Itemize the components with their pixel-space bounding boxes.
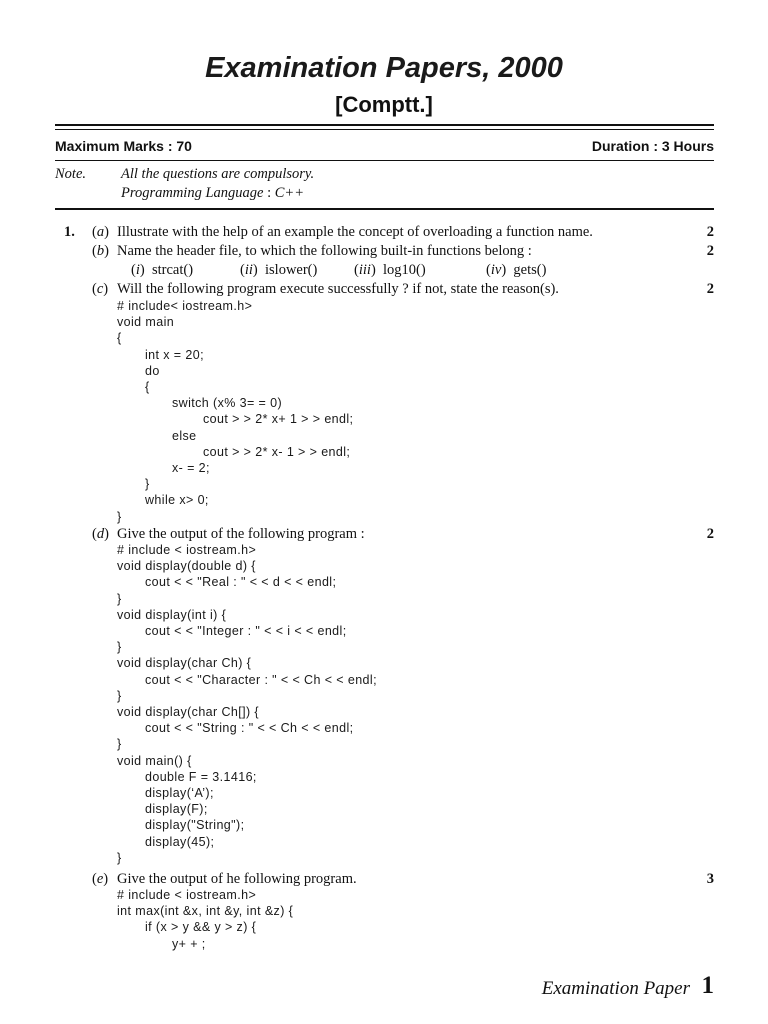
part-c-marks: 2 — [706, 281, 714, 297]
part-b-label: (b) — [92, 243, 109, 259]
note-language-value: C++ — [274, 185, 304, 201]
code-line: cout > > 2* x+ 1 > > endl; — [203, 412, 354, 427]
code-line: # include< iostream.h> — [117, 299, 253, 313]
code-line: void display(int i) { — [117, 607, 227, 622]
note-language-label: Programming Language — [121, 185, 264, 201]
code-line: } — [117, 509, 122, 524]
page-number: 1 — [701, 972, 714, 999]
code-line: if (x > y && y > z) { — [145, 920, 257, 935]
code-line: cout < < "String : " < < Ch < < endl; — [145, 721, 354, 736]
top-rule — [55, 124, 714, 126]
part-e-text: Give the output of he following program. — [117, 871, 357, 887]
part-b-marks: 2 — [706, 243, 714, 259]
code-line: int x = 20; — [145, 347, 204, 362]
code-line: x- = 2; — [172, 461, 210, 475]
code-line: void main() { — [117, 753, 192, 768]
note-label: Note. — [55, 166, 87, 182]
code-line: # include < iostream.h> — [117, 888, 257, 902]
part-e-marks: 3 — [706, 871, 714, 887]
code-line: cout < < "Integer : " < < i < < endl; — [145, 624, 347, 638]
code-line: do — [145, 363, 160, 378]
page-subtitle: [Comptt.] — [335, 92, 433, 117]
code-line: } — [117, 850, 122, 865]
code-line: void display(char Ch[]) { — [117, 705, 260, 719]
footer-label: Examination Paper — [541, 978, 690, 999]
code-line: int max(int &x, int &y, int &z) { — [117, 904, 294, 919]
part-b-text: Name the header file, to which the following built-in functions belong : — [117, 243, 532, 259]
part-c-label: (c) — [92, 281, 109, 297]
function-item: (i) strcat() — [131, 262, 194, 278]
code-line: display(‘A’); — [145, 786, 214, 800]
code-line: cout < < "Real : " < < d < < endl; — [145, 575, 337, 590]
question-number: 1. — [64, 224, 75, 240]
part-d-text: Give the output of the following program : — [117, 526, 365, 542]
code-line: display("String"); — [145, 818, 245, 833]
code-line: y+ + ; — [172, 936, 206, 951]
max-marks: Maximum Marks : 70 — [55, 138, 192, 154]
code-line: } — [117, 737, 122, 752]
note-rule — [55, 208, 714, 210]
function-item: (iv) gets() — [486, 262, 547, 278]
function-item: (iii) log10() — [354, 262, 426, 278]
code-line: cout < < "Character : " < < Ch < < endl; — [145, 672, 377, 687]
note-line-1: All the questions are compulsory. — [121, 166, 315, 182]
part-c-text: Will the following program execute successfully ? if not, state the reason(s). — [117, 281, 559, 297]
code-line: void main — [117, 315, 175, 330]
part-d-label: (d) — [92, 526, 109, 542]
code-line: } — [117, 688, 122, 703]
part-a-marks: 2 — [706, 224, 714, 240]
code-line: } — [117, 591, 122, 606]
meta-rule — [55, 160, 714, 161]
part-a-text: Illustrate with the help of an example the concept of overloading a function name. — [117, 224, 593, 240]
part-e-label: (e) — [92, 871, 109, 887]
code-line: void display(double d) { — [117, 559, 256, 574]
note-line-2 — [121, 185, 304, 202]
code-line: { — [117, 331, 122, 346]
code-line: cout > > 2* x- 1 > > endl; — [203, 444, 351, 459]
code-line: while x> 0; — [145, 493, 209, 508]
code-line: double F = 3.1416; — [145, 769, 257, 784]
code-line: } — [117, 640, 122, 655]
note-separator: : — [263, 185, 275, 201]
function-item: (ii) islower() — [240, 262, 318, 278]
duration: Duration : 3 Hours — [591, 138, 714, 154]
top-rule-thin — [55, 129, 714, 130]
page-title: Examination Papers, 2000 — [205, 52, 563, 84]
code-line: else — [172, 428, 197, 443]
code-line: void display(char Ch) { — [117, 656, 252, 671]
code-line: switch (x% 3= = 0) — [172, 396, 283, 411]
code-line: display(F); — [145, 802, 208, 817]
code-line: { — [145, 380, 150, 394]
code-line: } — [145, 477, 150, 492]
part-d-marks: 2 — [706, 526, 714, 542]
part-a-label: (a) — [92, 224, 109, 240]
code-line: # include < iostream.h> — [117, 543, 257, 557]
code-line: display(45); — [145, 834, 215, 849]
